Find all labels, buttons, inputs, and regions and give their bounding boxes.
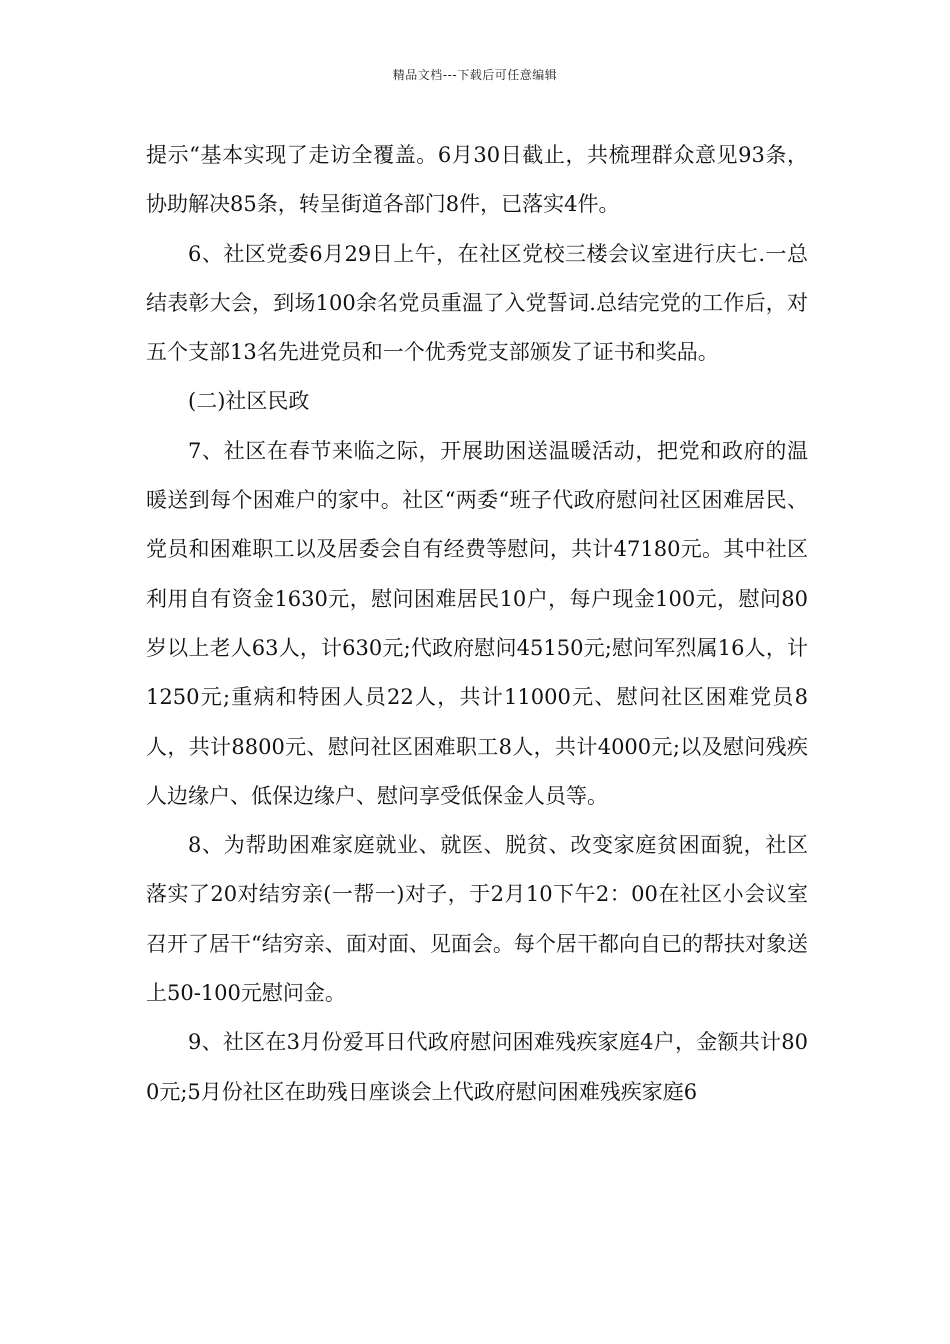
page-header: 精品文档---下载后可任意编辑 (392, 68, 558, 82)
document-body (146, 131, 808, 1117)
paragraph-continuation: 提示“基本实现了走访全覆盖。6月30日截止，共梳理群众意见93条，协助解决85条，转呈街道各部门8件，已落实4件。 (146, 143, 808, 217)
paragraph-item-6: 6、社区党委6月29日上午，在社区党校三楼会议室进行庆七.一总结表彰大会，到场100余名党员重温了入党誓词.总结完党的工作后，对五个支部13名先进党员和一个优秀党支部颁发了证书和奖品。 (146, 241, 808, 365)
paragraph-item-7: 7、社区在春节来临之际，开展助困送温暖活动，把党和政府的温暖送到每个困难户的家中。社区“两委“班子代政府慰问社区困难居民、党员和困难职工以及居委会自有经费等慰问，共计47180元。其中社区利用自有资金1630元，慰问困难居民10户，每户现金100元，慰问80岁以上老人63人，计630元;代政府慰问45150元;慰问军烈属16人，计1250元;重病和特困人员22人，共计11000元、慰问社区困难党员8人，共计8800元、慰问社区困难职工8人，共计4000元;以及慰问残疾人边缘户、低保边缘户、慰问享受低保金人员等。 (146, 438, 808, 808)
paragraph-item-9: 9、社区在3月份爱耳日代政府慰问困难残疾家庭4户，金额共计800元;5月份社区在助残日座谈会上代政府慰问困难残疾家庭6 (146, 1030, 808, 1104)
paragraph-item-8: 8、为帮助困难家庭就业、就医、脱贫、改变家庭贫困面貌，社区落实了20对结穷亲(一帮一)对子，于2月10下午2：00在社区小会议室召开了居干“结穷亲、面对面、见面会。每个居干都向自已的帮扶对象送上50-100元慰问金。 (146, 833, 808, 1006)
section-heading-civil-affairs: (二)社区民政 (188, 389, 310, 414)
